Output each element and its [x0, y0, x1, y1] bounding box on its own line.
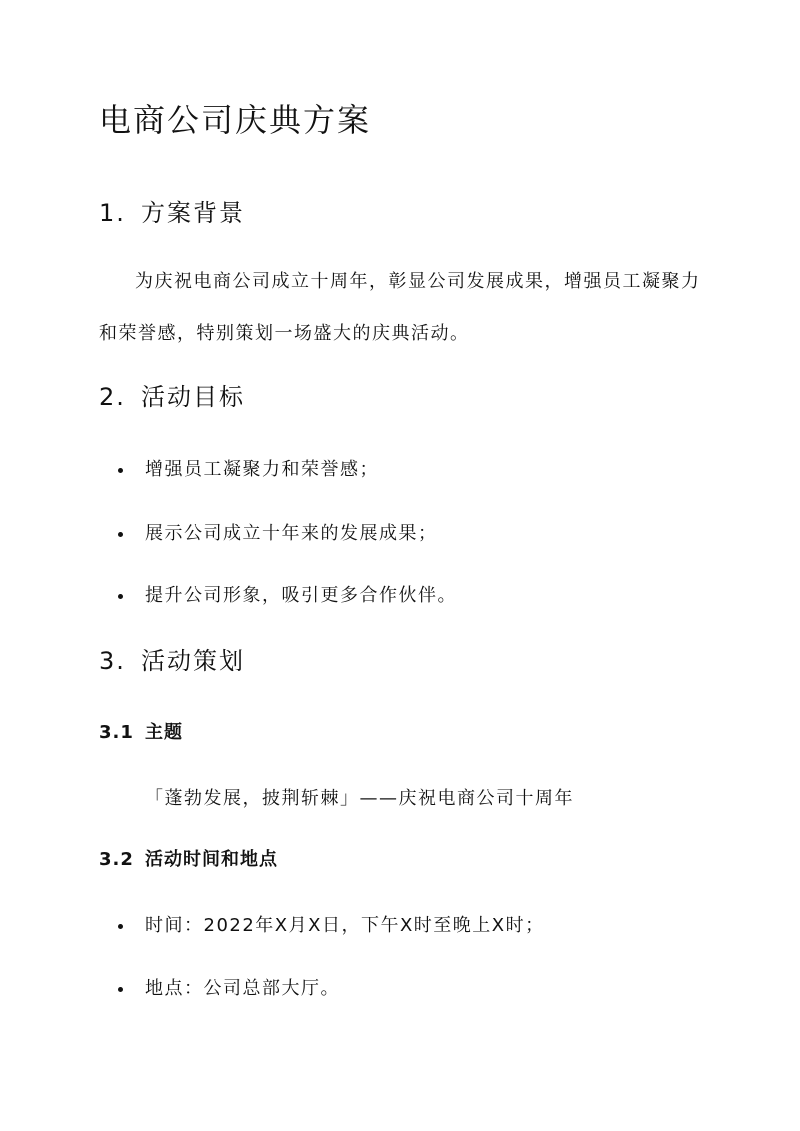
list-item-text: 增强员工凝聚力和荣誉感； [145, 459, 379, 480]
list-item-text: 提升公司形象，吸引更多合作伙伴。 [145, 585, 457, 606]
subsection-heading-time-place [99, 847, 278, 873]
list-item-text: 地点：公司总部大厅。 [145, 978, 340, 999]
subsection-heading-theme [99, 720, 183, 746]
section-heading-goals [99, 381, 245, 413]
bullet-icon [118, 987, 123, 992]
section-number: 1. [99, 199, 126, 227]
list-item-text: 时间：2022年X月X日，下午X时至晚上X时； [145, 915, 545, 936]
list-item-text: 展示公司成立十年来的发展成果； [145, 523, 438, 544]
section-title: 活动策划 [141, 647, 245, 675]
list-item [118, 583, 457, 609]
section-number: 3. [99, 647, 126, 675]
list-item [118, 976, 340, 1002]
list-item [118, 913, 545, 939]
section-heading-background [99, 197, 245, 229]
subsection-number: 3.2 [99, 849, 134, 870]
subsection-number: 3.1 [99, 722, 134, 743]
document-title: 电商公司庆典方案 [99, 101, 372, 139]
bullet-icon [118, 594, 123, 599]
bullet-icon [118, 924, 123, 929]
list-item [118, 457, 379, 483]
list-item [118, 521, 438, 547]
section-heading-planning [99, 645, 245, 677]
section-title: 活动目标 [141, 383, 245, 411]
subsection-title: 活动时间和地点 [145, 849, 278, 870]
background-paragraph: 为庆祝电商公司成立十周年，彰显公司发展成果，增强员工凝聚力和荣誉感，特别策划一场盛大的庆典活动。 [99, 271, 701, 344]
section-title: 方案背景 [141, 199, 245, 227]
theme-text: 「蓬勃发展，披荆斩棘」——庆祝电商公司十周年 [145, 788, 574, 809]
bullet-icon [118, 532, 123, 537]
bullet-icon [118, 468, 123, 473]
section-number: 2. [99, 383, 126, 411]
subsection-title: 主题 [145, 722, 183, 743]
